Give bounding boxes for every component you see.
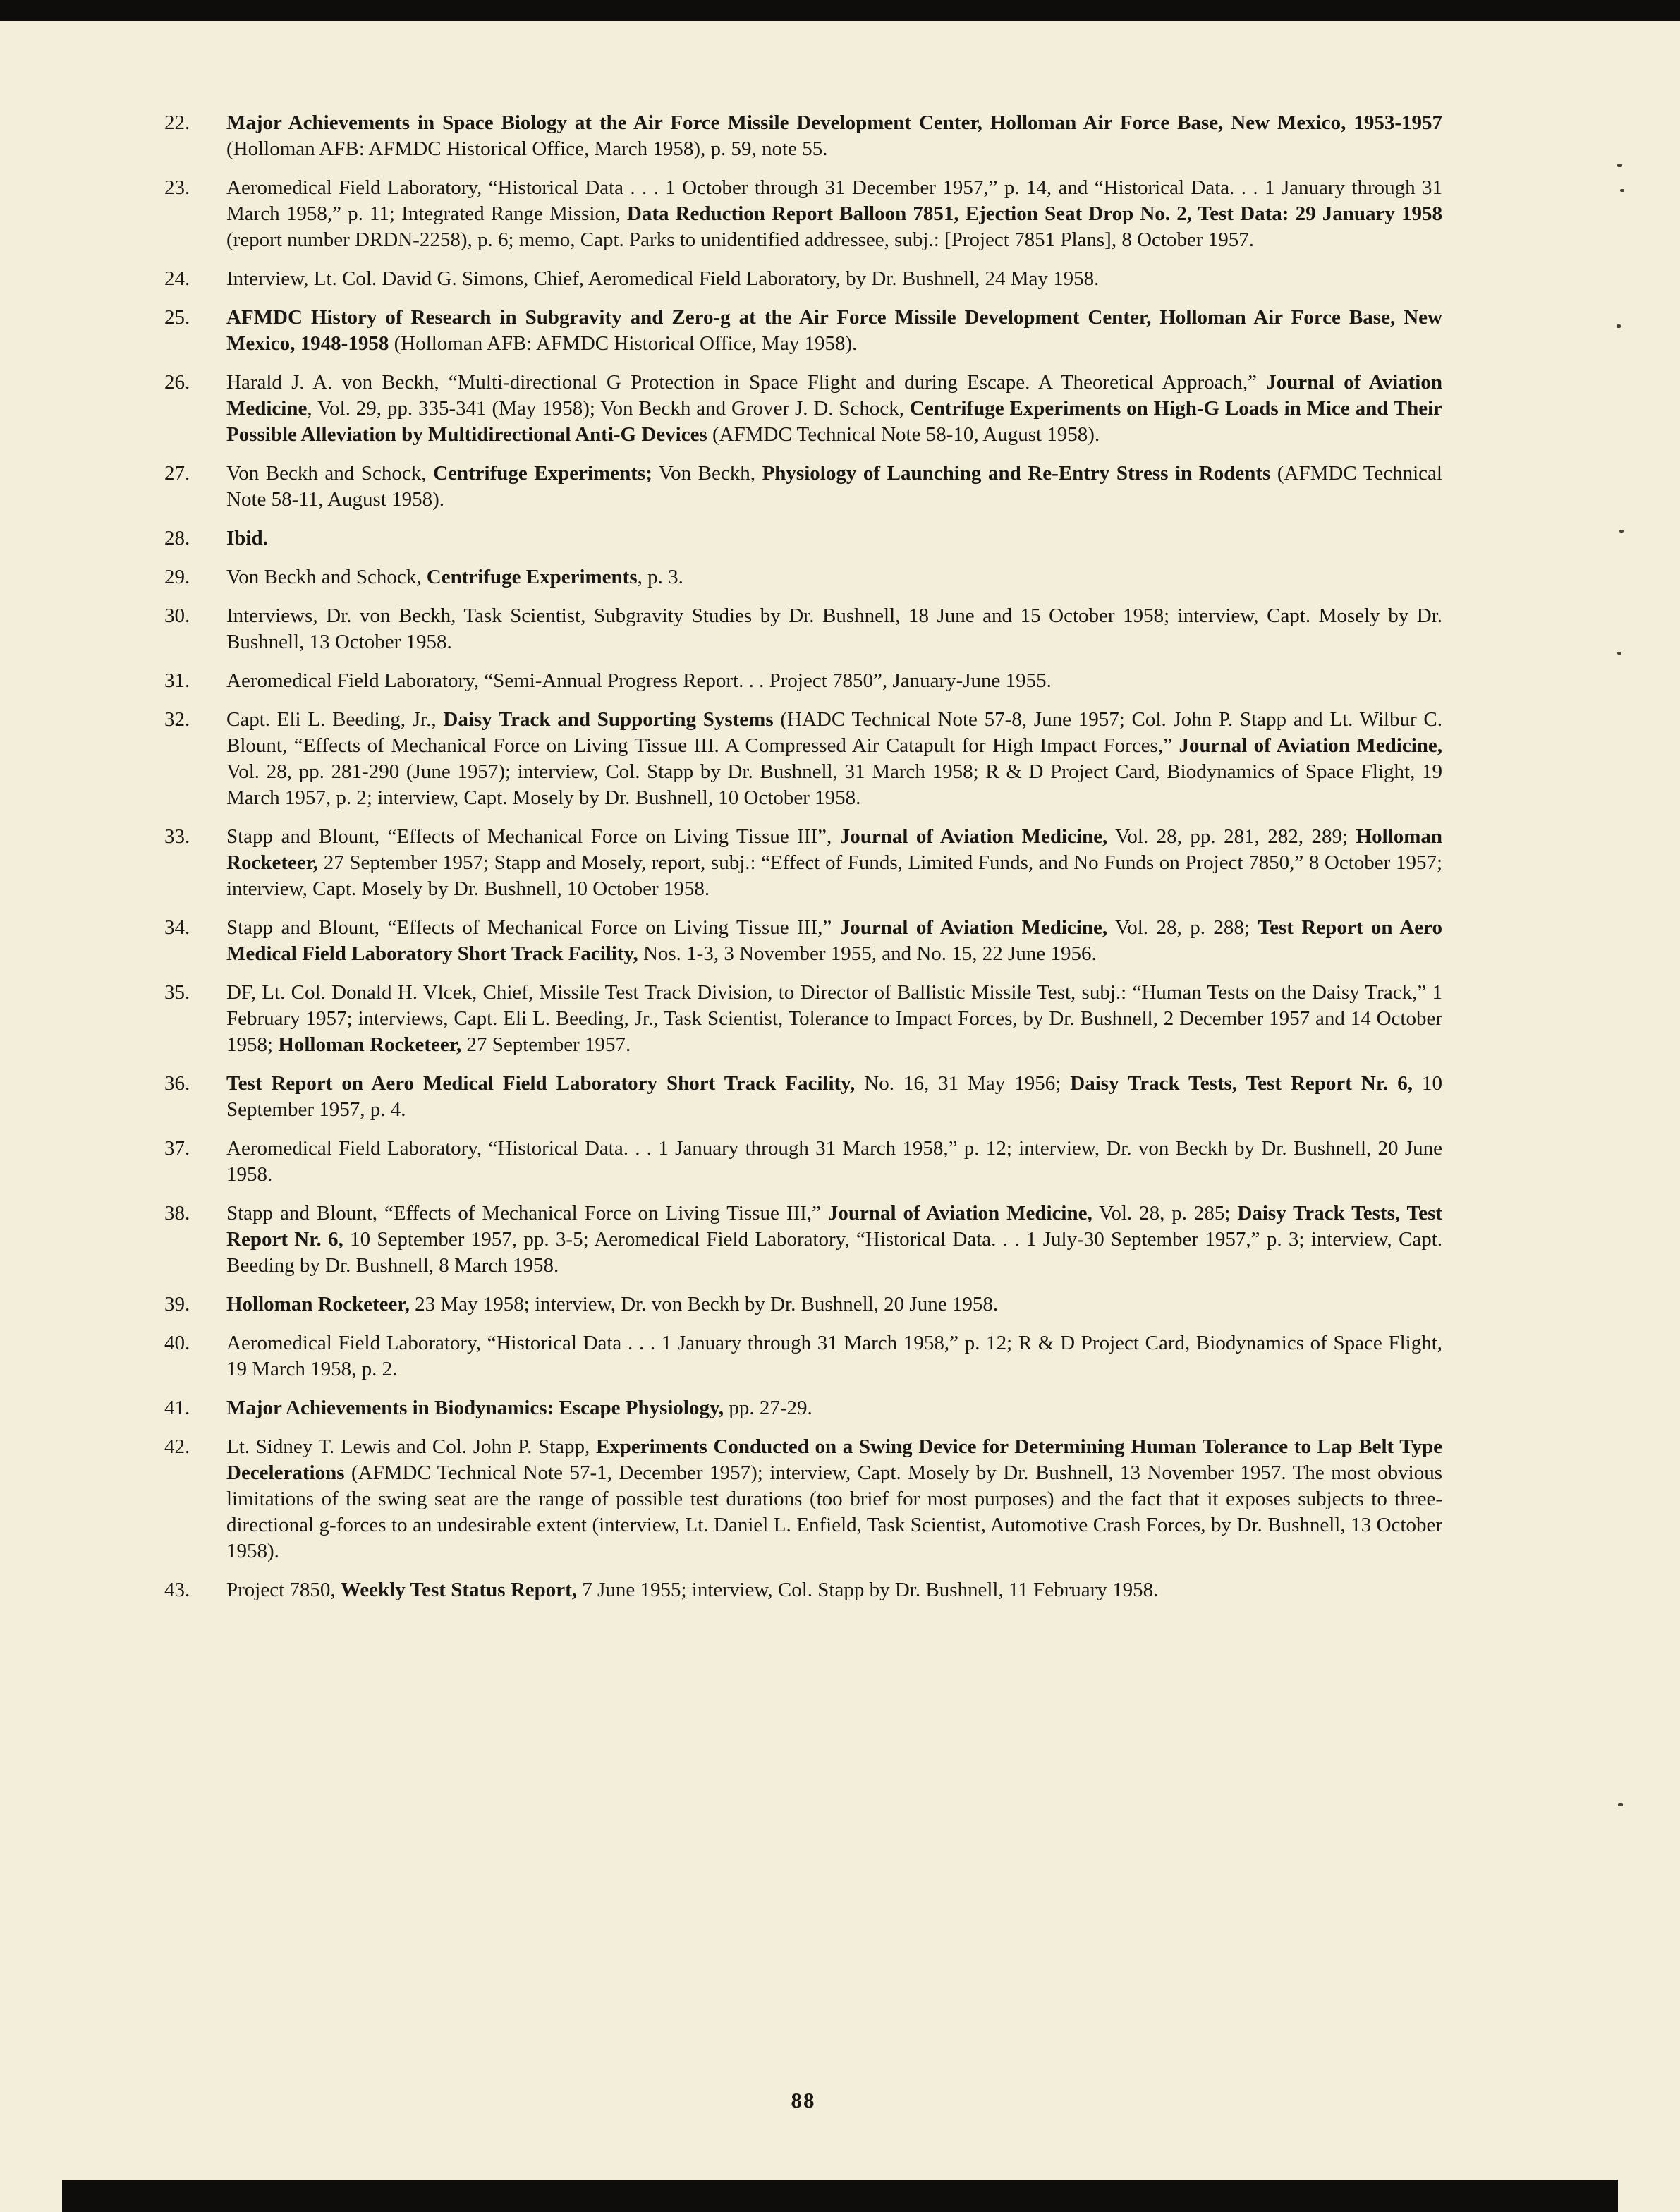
note-number: 34. (164, 916, 190, 939)
note-item (164, 707, 1442, 811)
scan-speck (1617, 164, 1622, 167)
note-text-regular: 7 June 1955; interview, Col. Stapp by Dr. Bushnell, 11 February 1958. (577, 1579, 1159, 1601)
note-text-bold: Weekly Test Status Report, (340, 1579, 578, 1601)
note-text-regular: Harald J. A. von Beckh, “Multi-directional G Protection in Space Flight and during Escape. A Theoretical Approach,” (226, 371, 1267, 394)
note-text-regular: (AFMDC Technical Note 58-11, August 1958). (226, 462, 1442, 511)
note-item (164, 1395, 1442, 1421)
note-text-regular: 23 May 1958; interview, Dr. von Beckh by Dr. Bushnell, 20 June 1958. (409, 1293, 999, 1315)
note-text-regular: Stapp and Blount, “Effects of Mechanical Force on Living Tissue III,” (226, 1202, 828, 1224)
note-number: 39. (164, 1293, 190, 1315)
note-text-regular: DF, Lt. Col. Donald H. Vlcek, Chief, Missile Test Track Division, to Director of Ballistic Missile Test, subj.: “Human Tests on the Daisy Track,” 1 February 1957; interviews, Capt. Eli L. Beeding, Jr., Task Scientist, Tolerance to Impact Forces, by Dr. Bushnell, 2 December 1957 and 14 October 1958; (226, 981, 1442, 1056)
note-text-regular: Aeromedical Field Laboratory, “Historical Data. . . 1 January through 31 March 1958,” p. 12; interview, Dr. von Beckh by Dr. Bushnell, 20 June 1958. (226, 1137, 1442, 1186)
note-text-regular: Von Beckh and Schock, (226, 566, 427, 588)
note-text-regular: Project 7850, (226, 1579, 341, 1601)
note-text-regular: 27 September 1957. (461, 1033, 631, 1056)
note-item (164, 915, 1442, 967)
note-item (164, 175, 1442, 253)
note-text-bold: Journal of Aviation Medicine, (839, 825, 1108, 848)
note-item (164, 564, 1442, 590)
scan-speck (1618, 1803, 1623, 1806)
note-text (226, 525, 1442, 552)
note-text-bold: Holloman Rocketeer, (226, 825, 1443, 874)
note-number: 29. (164, 566, 190, 588)
note-text (226, 1136, 1442, 1188)
note-number: 23. (164, 176, 190, 199)
note-text (226, 1434, 1442, 1564)
note-number: 27. (164, 462, 190, 485)
note-item (164, 1330, 1442, 1382)
note-text-bold: Journal of Aviation Medicine (226, 371, 1442, 420)
note-text-regular: (AFMDC Technical Note 57-1, December 1957); interview, Capt. Mosely by Dr. Bushnell, 13 November 1957. The most obvious limitations of the swing seat are the range of possible test durations (too brief for most purposes) and the fact that it exposes subjects to three-directional g-forces to an undesirable extent (interview, Lt. Daniel L. Enfield, Task Scientist, Automotive Crash Forces, by Dr. Bushnell, 13 October 1958). (226, 1462, 1442, 1562)
note-item (164, 1292, 1442, 1318)
note-text-regular: Vol. 28, p. 288; (1107, 916, 1258, 939)
notes-list (164, 110, 1442, 1616)
note-item (164, 525, 1442, 552)
note-number: 31. (164, 669, 190, 692)
note-text-regular: (AFMDC Technical Note 58-10, August 1958). (707, 423, 1100, 446)
note-number: 40. (164, 1332, 190, 1354)
note-item (164, 1577, 1442, 1603)
note-text (226, 1292, 1442, 1318)
note-text-regular: Vol. 28, pp. 281-290 (June 1957); interview, Col. Stapp by Dr. Bushnell, 31 March 1958; R & D Project Card, Biodynamics of Space Flight, 19 March 1957, p. 2; interview, Capt. Mosely by Dr. Bushnell, 10 October 1958. (226, 760, 1442, 809)
note-number: 33. (164, 825, 190, 848)
note-text-bold: Daisy Track Tests, Test Report Nr. 6, (226, 1202, 1443, 1251)
note-number: 41. (164, 1397, 190, 1419)
note-text-regular: Stapp and Blount, “Effects of Mechanical Force on Living Tissue III”, (226, 825, 840, 848)
note-text-regular: pp. 27-29. (724, 1397, 812, 1419)
note-text (226, 915, 1442, 967)
note-text-regular: No. 16, 31 May 1956; (855, 1072, 1071, 1095)
note-text (226, 1201, 1442, 1279)
scan-speck (1617, 652, 1621, 655)
note-text-regular: 10 September 1957, pp. 3-5; Aeromedical Field Laboratory, “Historical Data. . . 1 July-30 September 1957,” p. 3; interview, Capt. Beeding by Dr. Bushnell, 8 March 1958. (226, 1228, 1443, 1277)
note-text-bold: Experiments Conducted on a Swing Device for Determining Human Tolerance to Lap Belt Type Decelerations (226, 1435, 1442, 1484)
note-text-bold: Centrifuge Experiments (426, 566, 638, 588)
note-text-regular: Aeromedical Field Laboratory, “Semi-Annual Progress Report. . . Project 7850”, January-June 1955. (226, 669, 1052, 692)
note-text (226, 824, 1442, 902)
note-item (164, 1136, 1442, 1188)
note-text-regular: Aeromedical Field Laboratory, “Historical Data . . . 1 January through 31 March 1958,” p. 12; R & D Project Card, Biodynamics of Space Flight, 19 March 1958, p. 2. (226, 1332, 1442, 1380)
scan-speck (1617, 324, 1621, 328)
note-text-regular: Interview, Lt. Col. David G. Simons, Chief, Aeromedical Field Laboratory, by Dr. Bushnell, 24 May 1958. (226, 267, 1100, 290)
note-text (226, 370, 1442, 448)
note-text-bold: Journal of Aviation Medicine, (1179, 734, 1442, 757)
note-number: 37. (164, 1137, 190, 1160)
note-text-bold: Data Reduction Report Balloon 7851, Ejection Seat Drop No. 2, Test Data: 29 January 1958 (626, 202, 1442, 225)
note-text-regular: Von Beckh and Schock, (226, 462, 434, 485)
note-item (164, 603, 1442, 655)
note-text (226, 668, 1442, 694)
scan-edge-bottom (62, 2180, 1618, 2212)
note-item (164, 824, 1442, 902)
note-text-regular: , Vol. 29, pp. 335-341 (May 1958); Von Beckh and Grover J. D. Schock, (307, 397, 910, 420)
note-item (164, 461, 1442, 513)
scan-speck (1619, 530, 1624, 533)
note-item (164, 1434, 1442, 1564)
note-number: 24. (164, 267, 190, 290)
note-item (164, 266, 1442, 292)
scan-speck (1620, 189, 1624, 192)
note-item (164, 370, 1442, 448)
note-item (164, 110, 1442, 162)
note-item (164, 305, 1442, 357)
note-text-regular: , p. 3. (637, 566, 683, 588)
note-text-bold: Major Achievements in Biodynamics: Escape Physiology, (226, 1397, 724, 1419)
note-text-bold: Ibid. (226, 527, 268, 549)
note-text (226, 266, 1442, 292)
note-text-bold: Test Report on Aero Medical Field Laboratory Short Track Facility, (226, 1072, 856, 1095)
note-text-bold: Centrifuge Experiments; (433, 462, 652, 485)
note-text-regular: 27 September 1957; Stapp and Mosely, report, subj.: “Effect of Funds, Limited Funds, and No Funds on Project 7850,” 8 October 1957; interview, Capt. Mosely by Dr. Bushnell, 10 October 1958. (226, 851, 1442, 900)
note-number: 26. (164, 371, 190, 394)
page-number: 88 (791, 2088, 816, 2113)
note-text-regular: (report number DRDN-2258), p. 6; memo, Capt. Parks to unidentified addressee, subj.: [Project 7851 Plans], 8 October 1957. (226, 229, 1254, 251)
note-text (226, 305, 1442, 357)
note-text-bold: Journal of Aviation Medicine, (839, 916, 1108, 939)
note-text (226, 564, 1442, 590)
note-text-regular: Interviews, Dr. von Beckh, Task Scientist, Subgravity Studies by Dr. Bushnell, 18 June and 15 October 1958; interview, Capt. Mosely by Dr. Bushnell, 13 October 1958. (226, 604, 1442, 653)
note-text-bold: Daisy Track and Supporting Systems (443, 708, 774, 731)
note-text-regular: 10 September 1957, p. 4. (226, 1072, 1442, 1121)
note-text-regular: Stapp and Blount, “Effects of Mechanical Force on Living Tissue III,” (226, 916, 840, 939)
note-number: 38. (164, 1202, 190, 1224)
note-text (226, 707, 1442, 811)
note-text (226, 1395, 1442, 1421)
note-text-bold: Centrifuge Experiments on High-G Loads in Mice and Their Possible Alleviation by Multidirectional Anti-G Devices (226, 397, 1442, 446)
note-number: 35. (164, 981, 190, 1004)
note-number: 43. (164, 1579, 190, 1601)
scan-edge-top (0, 0, 1680, 21)
note-text-bold: Daisy Track Tests, Test Report Nr. 6, (1070, 1072, 1413, 1095)
note-number: 32. (164, 708, 190, 731)
note-text-regular: (HADC Technical Note 57-8, June 1957; Col. John P. Stapp and Lt. Wilbur C. Blount, “Effects of Mechanical Force on Living Tissue III. A Compressed Air Catapult for High Impact Forces,” (226, 708, 1442, 757)
note-item (164, 668, 1442, 694)
note-text-bold: Major Achievements in Space Biology at the Air Force Missile Development Center, Holloman Air Force Base, New Mexico, 1953-1957 (226, 111, 1442, 134)
note-text-bold: Holloman Rocketeer, (278, 1033, 462, 1056)
note-text-regular: (Holloman AFB: AFMDC Historical Office, March 1958), p. 59, note 55. (226, 138, 828, 160)
note-text-regular: Von Beckh, (652, 462, 762, 485)
note-number: 28. (164, 527, 190, 549)
note-text (226, 461, 1442, 513)
note-item (164, 1201, 1442, 1279)
note-number: 22. (164, 111, 190, 134)
note-text (226, 110, 1442, 162)
note-number: 42. (164, 1435, 190, 1458)
note-text-regular: Vol. 28, p. 285; (1092, 1202, 1238, 1224)
note-text-regular: (Holloman AFB: AFMDC Historical Office, May 1958). (389, 332, 858, 355)
note-text-regular: Aeromedical Field Laboratory, “Historical Data . . . 1 October through 31 December 1957,” p. 14, and “Historical Data. . . 1 January through 31 March 1958,” p. 11; Integrated Range Mission, (226, 176, 1442, 225)
note-text (226, 603, 1442, 655)
note-text-bold: AFMDC History of Research in Subgravity and Zero-g at the Air Force Missile Development Center, Holloman Air Force Base, New Mexico, 1948-1958 (226, 306, 1442, 355)
note-text (226, 175, 1442, 253)
note-text-regular: Vol. 28, pp. 281, 282, 289; (1107, 825, 1356, 848)
note-text (226, 980, 1442, 1058)
note-text-bold: Holloman Rocketeer, (226, 1293, 410, 1315)
note-text-regular: Lt. Sidney T. Lewis and Col. John P. Stapp, (226, 1435, 596, 1458)
note-item (164, 1071, 1442, 1123)
note-text-bold: Journal of Aviation Medicine, (827, 1202, 1092, 1224)
note-text (226, 1577, 1442, 1603)
note-text (226, 1071, 1442, 1123)
note-number: 25. (164, 306, 190, 329)
note-item (164, 980, 1442, 1058)
note-number: 30. (164, 604, 190, 627)
note-text-bold: Physiology of Launching and Re-Entry Stress in Rodents (762, 462, 1271, 485)
note-text-regular: Capt. Eli L. Beeding, Jr., (226, 708, 444, 731)
note-number: 36. (164, 1072, 190, 1095)
note-text-bold: Test Report on Aero Medical Field Laboratory Short Track Facility, (226, 916, 1442, 965)
note-text (226, 1330, 1442, 1382)
note-text-regular: Nos. 1-3, 3 November 1955, and No. 15, 22 June 1956. (638, 942, 1097, 965)
